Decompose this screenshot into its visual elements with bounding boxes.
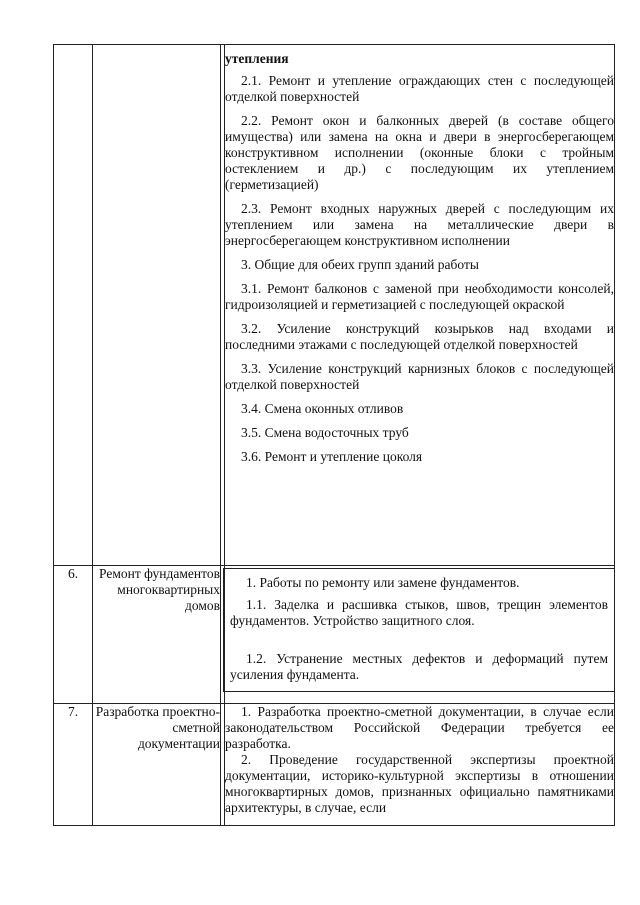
list-item: 3.1. Ремонт балконов с заменой при необходимости консолей, гидроизоляцией и герметизацией с последующей окраской	[225, 281, 614, 312]
list-item: 1. Работы по ремонту или замене фундаментов.	[246, 575, 520, 590]
list-item: 2. Проведение государственной экспертизы проектной документации, историко-культурной экспертизы в отношении многоквартирных домов, признанных официально памятниками архитектуры, в случае, если	[225, 752, 614, 815]
list-item: 1. Разработка проектно-сметной документации, в случае если законодательством Российской Федерации требуется ее разработка.	[225, 704, 614, 751]
row-content	[225, 45, 615, 566]
row-content	[225, 566, 615, 704]
list-item: 2.2. Ремонт окон и балконных дверей (в составе общего имущества) или замена на окна и двери в энергосберегающем конструктивном исполнении (оконные блоки с тройным остеклением и др.) с последующим их утеплением (герметизацией)	[225, 113, 614, 192]
row-title	[93, 45, 221, 566]
row-title: Ремонт фундаментов многоквартирных домов	[93, 566, 221, 704]
list-item: 1.1. Заделка и расшивка стыков, швов, трещин элементов фундаментов. Устройство защитного слоя.	[230, 597, 608, 628]
list-item: 3.5. Смена водосточных труб	[241, 425, 409, 440]
list-item: 1.2. Устранение местных дефектов и деформаций путем усиления фундамента.	[230, 651, 608, 682]
works-table	[53, 44, 615, 826]
list-item: 2.3. Ремонт входных наружных дверей с последующим их утеплением или замена на металлические двери в энергосберегающем конструктивном исполнении	[225, 201, 614, 248]
row-number: 6.	[54, 566, 93, 704]
list-item: 3.2. Усиление конструкций козырьков над входами и последними этажами с последующей отделкой поверхностей	[225, 321, 614, 352]
list-item: 3.4. Смена оконных отливов	[241, 401, 404, 416]
row-title: Разработка проектно-сметной документации	[93, 704, 221, 826]
row-content	[225, 704, 615, 826]
table-row	[54, 566, 615, 704]
list-item: 3. Общие для обеих групп зданий работы	[241, 257, 479, 272]
row-number	[54, 45, 93, 566]
list-item: 3.6. Ремонт и утепление цоколя	[241, 449, 423, 464]
table-row	[54, 45, 615, 566]
row-number: 7.	[54, 704, 93, 826]
foundation-works-box	[223, 568, 615, 692]
table-row	[54, 704, 615, 826]
list-item: 3.3. Усиление конструкций карнизных блоков с последующей отделкой поверхностей	[225, 361, 614, 392]
list-item: 2.1. Ремонт и утепление ограждающих стен с последующей отделкой поверхностей	[225, 73, 614, 104]
continued-heading: утепления	[225, 51, 289, 66]
